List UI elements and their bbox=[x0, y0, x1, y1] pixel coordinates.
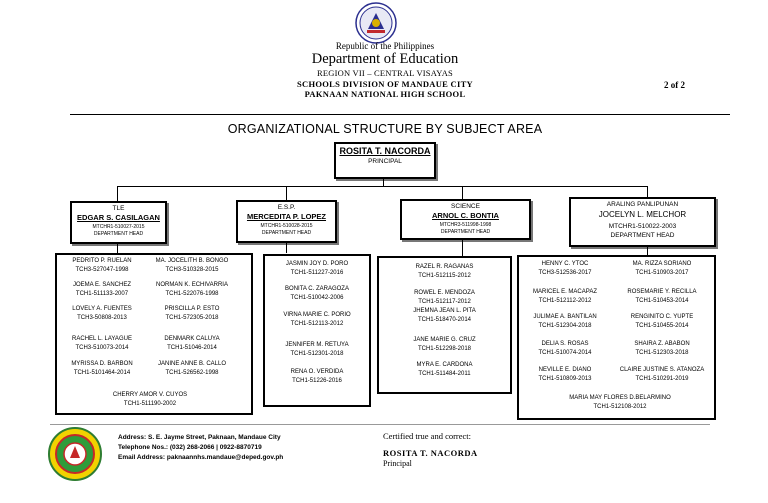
member-code: TCH1-511484-2011 bbox=[418, 371, 471, 377]
member-name: MA. JOCELITH B. BONGO bbox=[155, 258, 229, 264]
member-name: NORMAN K. ECHIVARRIA bbox=[156, 282, 228, 288]
dept-subject: TLE bbox=[112, 205, 125, 212]
member-code: TCH3-512536-2017 bbox=[538, 270, 592, 276]
dept-head-role: DEPARTMENT HEAD bbox=[610, 232, 675, 239]
member-code: TCH3-510328-2015 bbox=[165, 267, 219, 273]
dept-head-role: DEPARTMENT HEAD bbox=[93, 231, 144, 237]
member-code: TCH3-527047-1998 bbox=[75, 267, 129, 273]
member-code: TCH1-511133-2007 bbox=[75, 291, 129, 297]
member-code: TCH1-518470-2014 bbox=[417, 317, 472, 323]
republic-text: Republic of the Philippines bbox=[335, 41, 435, 51]
dept-head-code: MTCHR1-510022-2003 bbox=[608, 223, 677, 230]
connector-line bbox=[462, 238, 463, 256]
principal-role: PRINCIPAL bbox=[368, 158, 402, 165]
member-name: RAZEL R. RAGANAS bbox=[415, 264, 474, 270]
member-code: TCH1-51046-2014 bbox=[167, 345, 217, 351]
member-name: CLAIRE JUSTINE S. ATANOZA bbox=[619, 367, 705, 373]
member-code: TCH1-512301-2018 bbox=[290, 351, 344, 357]
member-code: TCH3-50808-2013 bbox=[77, 315, 127, 321]
dept-head-name: JOCELYN L. MELCHOR bbox=[598, 210, 687, 219]
dept-head-name: EDGAR S. CASILAGAN bbox=[77, 213, 160, 222]
member-name: DENMARK CALUYA bbox=[164, 336, 220, 342]
member-name: ROSEMARIE Y. RECILLA bbox=[627, 289, 697, 295]
member-code: TCH3-510073-2014 bbox=[75, 345, 129, 351]
connector-line bbox=[117, 186, 118, 202]
deped-seal-icon bbox=[355, 2, 397, 44]
school-name: PAKNAAN NATIONAL HIGH SCHOOL bbox=[304, 89, 466, 99]
dept-head-code: MTCHR3-511998-1998 bbox=[439, 222, 492, 228]
member-name: JANE MARIE G. CRUZ bbox=[413, 337, 476, 343]
member-code: TCH1-512298-2018 bbox=[417, 346, 472, 352]
member-name: CHERRY AMOR V. CUYOS bbox=[112, 392, 188, 398]
document-title: ORGANIZATIONAL STRUCTURE BY SUBJECT AREA bbox=[227, 122, 543, 136]
division-text: SCHOOLS DIVISION OF MANDAUE CITY bbox=[296, 79, 473, 89]
footer-address: Address: S. E. Jayme Street, Paknaan, Mandaue City bbox=[118, 434, 281, 441]
signatory-name: ROSITA T. NACORDA bbox=[383, 448, 478, 458]
member-name: RACHEL L. LAYAGUE bbox=[72, 336, 132, 342]
dept-head-name: ARNOL C. BONTIA bbox=[432, 211, 499, 220]
header-divider bbox=[70, 114, 730, 115]
member-code: TCH1-510455-2014 bbox=[635, 323, 689, 329]
footer-email: Email Address: paknaannhs.mandaue@deped.gov.ph bbox=[118, 454, 284, 461]
member-code: TCH1-511190-2002 bbox=[123, 401, 177, 407]
dept-head-code: MTCHR1-510028-2015 bbox=[260, 223, 313, 229]
member-code: TCH1-572305-2018 bbox=[165, 315, 219, 321]
footer-telephone: Telephone Nos.: (032) 268-2066 | 0922-8870719 bbox=[118, 444, 262, 451]
member-name: NEVILLE E. DIANO bbox=[538, 367, 592, 373]
page-number: 2 of 2 bbox=[664, 80, 685, 90]
member-name: MYRISSA D. BARBON bbox=[71, 361, 133, 367]
member-name: SHAIRA Z. ABABON bbox=[634, 341, 690, 347]
member-code: TCH1-511227-2016 bbox=[290, 270, 344, 276]
member-name: HENNY C. YTOC bbox=[541, 261, 589, 267]
dept-subject: SCIENCE bbox=[451, 203, 480, 210]
member-name: PRISCILLA P. ESTO bbox=[164, 306, 220, 312]
footer-divider bbox=[50, 424, 710, 425]
member-code: TCH1-510074-2014 bbox=[538, 350, 592, 356]
member-name: RENA O. VERDIDA bbox=[290, 369, 344, 375]
member-code: TCH1-512112-2012 bbox=[538, 298, 592, 304]
member-code: TCH1-512108-2012 bbox=[593, 404, 647, 410]
member-code: TCH1-510042-2006 bbox=[290, 295, 344, 301]
member-code: TCH1-522076-1998 bbox=[165, 291, 219, 297]
member-name: VIRNA MARIE C. PORIO bbox=[283, 312, 351, 318]
region-text: REGION VII – CENTRAL VISAYAS bbox=[317, 68, 453, 78]
member-code: TCH1-512113-2012 bbox=[290, 321, 344, 327]
dept-subject: E.S.P. bbox=[277, 204, 296, 211]
member-code: TCH1-5101464-2014 bbox=[73, 370, 131, 376]
member-code: TCH1-512115-2012 bbox=[418, 273, 471, 279]
connector-line bbox=[286, 186, 287, 201]
connector-line bbox=[286, 241, 287, 253]
member-name: JENNIFER M. RETUYA bbox=[285, 342, 349, 348]
member-name: LOVELY A. FUENTES bbox=[72, 306, 132, 312]
signatory-role: Principal bbox=[383, 459, 412, 468]
member-name: BONITA C. ZARAGOZA bbox=[285, 286, 349, 292]
member-name: MARICEL E. MACAPAZ bbox=[532, 289, 597, 295]
dept-head-name: MERCEDITA P. LOPEZ bbox=[246, 212, 327, 221]
school-logo-icon bbox=[48, 427, 102, 481]
certified-text: Certified true and correct: bbox=[383, 431, 472, 441]
department-name: Department of Education bbox=[311, 51, 459, 67]
member-code: TCH1-510453-2014 bbox=[635, 298, 689, 304]
dept-subject: ARALING PANLIPUNAN bbox=[606, 201, 679, 208]
principal-name: ROSITA T. NACORDA bbox=[339, 146, 431, 156]
member-code: TCH1-512117-2012 bbox=[418, 299, 471, 305]
member-name: JANINE ANNE B. CALLO bbox=[157, 361, 227, 367]
connector-line bbox=[117, 186, 648, 187]
dept-head-role: DEPARTMENT HEAD bbox=[440, 229, 491, 235]
member-name: MARIA MAY FLORES D.BELARMINO bbox=[569, 395, 671, 401]
dept-head-role: DEPARTMENT HEAD bbox=[261, 230, 312, 236]
member-name: JASMIN JOY D. PORO bbox=[285, 261, 349, 267]
connector-line bbox=[647, 245, 648, 255]
member-name: JOEMA E. SANCHEZ bbox=[72, 282, 131, 288]
dept-head-code: MTCHR1-510027-2015 bbox=[92, 224, 145, 230]
member-name: DELIA S. ROSAS bbox=[541, 341, 589, 347]
member-name: JHEMNA JEAN L. PITA bbox=[413, 308, 476, 314]
member-code: TCH1-526562-1998 bbox=[165, 370, 219, 376]
esp-members-box bbox=[263, 254, 371, 407]
member-code: TCH1-510291-2019 bbox=[635, 376, 689, 382]
tle-members-box bbox=[55, 253, 253, 415]
member-code: TCH1-512303-2018 bbox=[635, 350, 689, 356]
connector-line bbox=[462, 186, 463, 200]
member-name: PEDRITO P. RUELAN bbox=[72, 258, 132, 264]
member-name: RENGINITO C. YUPTE bbox=[630, 314, 694, 320]
member-name: MA. RIZZA SORIANO bbox=[632, 261, 692, 267]
member-name: MYRA E. CARDONA bbox=[416, 362, 473, 368]
member-code: TCH1-51226-2016 bbox=[292, 378, 342, 384]
member-name: JULIMAE A. BANTILAN bbox=[533, 314, 597, 320]
member-code: TCH1-510809-2013 bbox=[538, 376, 592, 382]
member-name: ROWEL E. MENDOZA bbox=[414, 290, 475, 296]
member-code: TCH1-510903-2017 bbox=[635, 270, 689, 276]
member-code: TCH1-512304-2018 bbox=[538, 323, 592, 329]
